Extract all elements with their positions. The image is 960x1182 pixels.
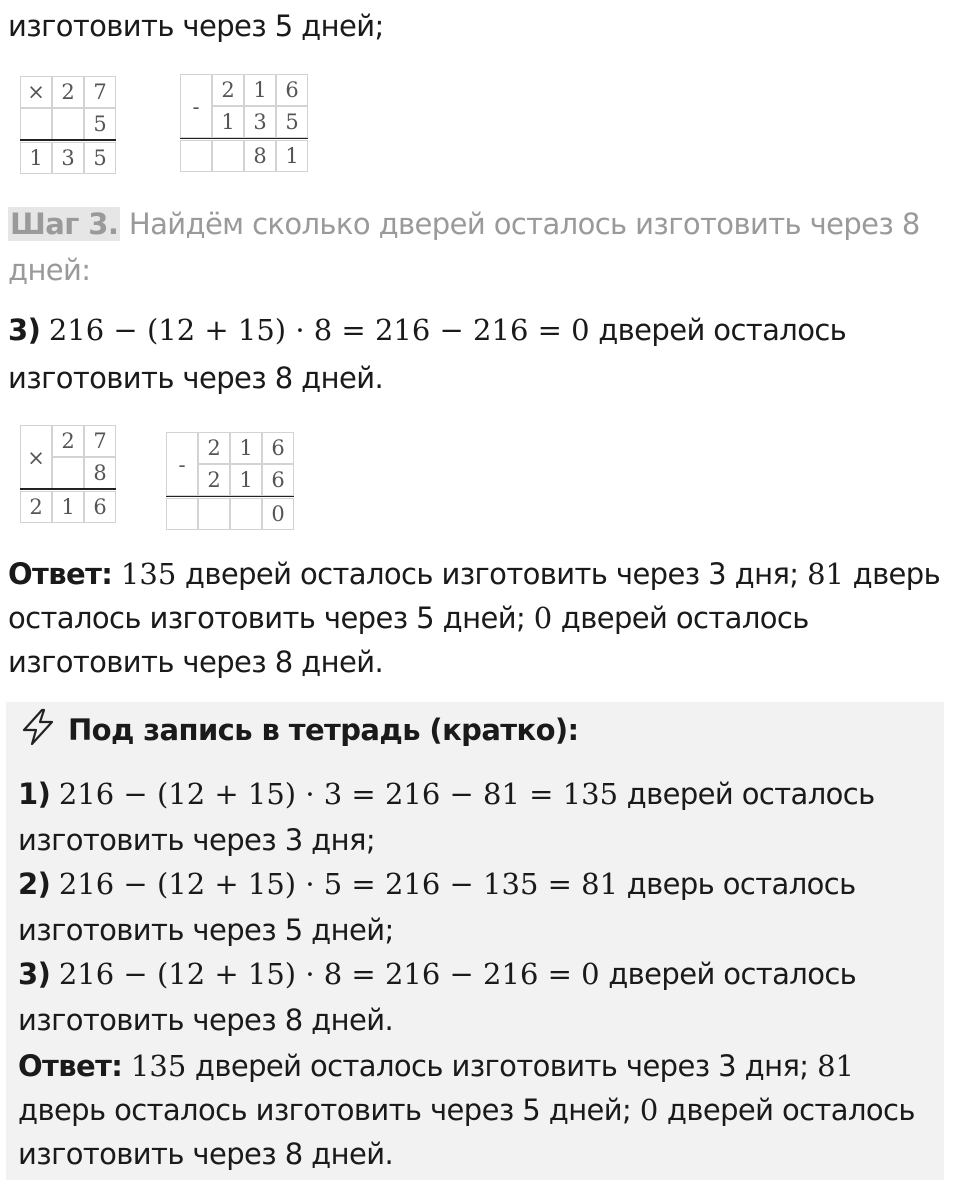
step3-heading: [8, 202, 920, 246]
math-expression: 216 − (12 + 15) · 3 = 216 − 81 = 135: [58, 777, 619, 811]
empty-cell: [212, 140, 244, 172]
item-number: 2): [18, 867, 51, 901]
math-expression: 216 − (12 + 15) · 8 = 216 − 216 = 0: [58, 957, 600, 991]
digit: 1: [244, 74, 276, 106]
item-text: дверей осталось: [599, 957, 857, 991]
digit: 8: [244, 140, 276, 172]
empty-cell: [52, 108, 84, 140]
minus-sign: -: [180, 74, 212, 138]
digit: 2: [20, 491, 52, 523]
empty-cell: [166, 498, 198, 530]
note-item-1-cont: изготовить через 3 дня;: [18, 823, 375, 857]
answer-line-2: [8, 596, 809, 640]
result-line: [180, 138, 308, 139]
digit: 2: [198, 464, 230, 496]
digit: 1: [276, 140, 308, 172]
number: 135: [130, 1049, 187, 1083]
digit: 1: [230, 464, 262, 496]
answer-line-1: [8, 552, 940, 596]
number: 81: [817, 1049, 854, 1083]
digit: 5: [84, 108, 116, 140]
empty-cell: [230, 498, 262, 530]
math-expression: 216 − (12 + 15) · 8 = 216 − 216 = 0: [48, 313, 590, 347]
answer-text: дверей осталось изготовить через 3 дня;: [186, 1049, 818, 1083]
answer-label: Ответ:: [18, 1049, 123, 1083]
digit: 6: [262, 432, 294, 464]
number: 81: [807, 557, 844, 591]
step-label: Шаг 3.: [10, 207, 119, 241]
item3-line-cont: изготовить через 8 дней.: [8, 361, 384, 395]
digit: 2: [52, 425, 84, 457]
intro-text: изготовить через 5 дней;: [8, 9, 384, 43]
answer-text: дверь осталось изготовить через 5 дней;: [18, 1093, 640, 1127]
digit: 0: [262, 498, 294, 530]
mul-sign: ×: [20, 76, 52, 108]
empty-cell: [180, 140, 212, 172]
answer-text: дверей осталось изготовить через 3 дня;: [176, 557, 808, 591]
math-expression: 216 − (12 + 15) · 5 = 216 − 135 = 81: [58, 867, 619, 901]
number: 135: [120, 557, 177, 591]
result-line: [20, 139, 116, 141]
item-text: дверей осталось: [618, 777, 875, 811]
item-number: 1): [18, 777, 51, 811]
result-line: [166, 496, 294, 497]
digit: 7: [84, 425, 116, 457]
digit: 8: [84, 457, 116, 489]
digit: 2: [52, 76, 84, 108]
answer-text: дверь: [844, 557, 941, 591]
digit: 6: [262, 464, 294, 496]
number: 0: [533, 601, 553, 635]
digit: 2: [212, 74, 244, 106]
digit: 1: [20, 142, 52, 174]
lightning-icon: [18, 707, 68, 754]
item-number: 3): [8, 313, 41, 347]
digit: 6: [84, 491, 116, 523]
answer-label: Ответ:: [8, 557, 113, 591]
empty-cell: [20, 108, 52, 140]
note-answer-line-3: изготовить через 8 дней.: [18, 1137, 394, 1171]
number: 0: [639, 1093, 659, 1127]
digit: 3: [52, 142, 84, 174]
note-item-2: [18, 862, 856, 906]
item3-line: [8, 308, 846, 352]
digit: 3: [244, 106, 276, 138]
minus-sign: -: [166, 432, 198, 496]
mul-sign: ×: [20, 425, 52, 489]
digit: 2: [198, 432, 230, 464]
note-answer-line-1: [18, 1044, 854, 1088]
note-item-3: [18, 952, 856, 996]
answer-text: дверей осталось: [658, 1093, 915, 1127]
empty-cell: [198, 498, 230, 530]
step3-text-cont: дней:: [8, 253, 91, 287]
digit: 1: [230, 432, 262, 464]
answer-text: осталось изготовить через 5 дней;: [8, 601, 534, 635]
digit: 1: [212, 106, 244, 138]
digit: 5: [276, 106, 308, 138]
digit: 1: [52, 491, 84, 523]
note-item-3-cont: изготовить через 8 дней.: [18, 1003, 394, 1037]
notebook-summary-block: [6, 702, 944, 1180]
item-text: дверей осталось: [589, 313, 847, 347]
digit: 7: [84, 76, 116, 108]
note-heading: [18, 708, 579, 752]
answer-text: дверей осталось: [552, 601, 809, 635]
step-text: Найдём сколько дверей осталось изготовить через 8: [120, 207, 920, 241]
result-line: [20, 488, 116, 490]
item-text: дверь осталось: [618, 867, 856, 901]
digit: 5: [84, 142, 116, 174]
note-item-1: [18, 772, 875, 816]
item-number: 3): [18, 957, 51, 991]
digit: 6: [276, 74, 308, 106]
note-title: Под запись в тетрадь (кратко):: [68, 713, 579, 747]
note-item-2-cont: изготовить через 5 дней;: [18, 913, 394, 947]
empty-cell: [52, 457, 84, 489]
note-answer-line-2: [18, 1088, 915, 1132]
answer-line-3: изготовить через 8 дней.: [8, 645, 384, 679]
